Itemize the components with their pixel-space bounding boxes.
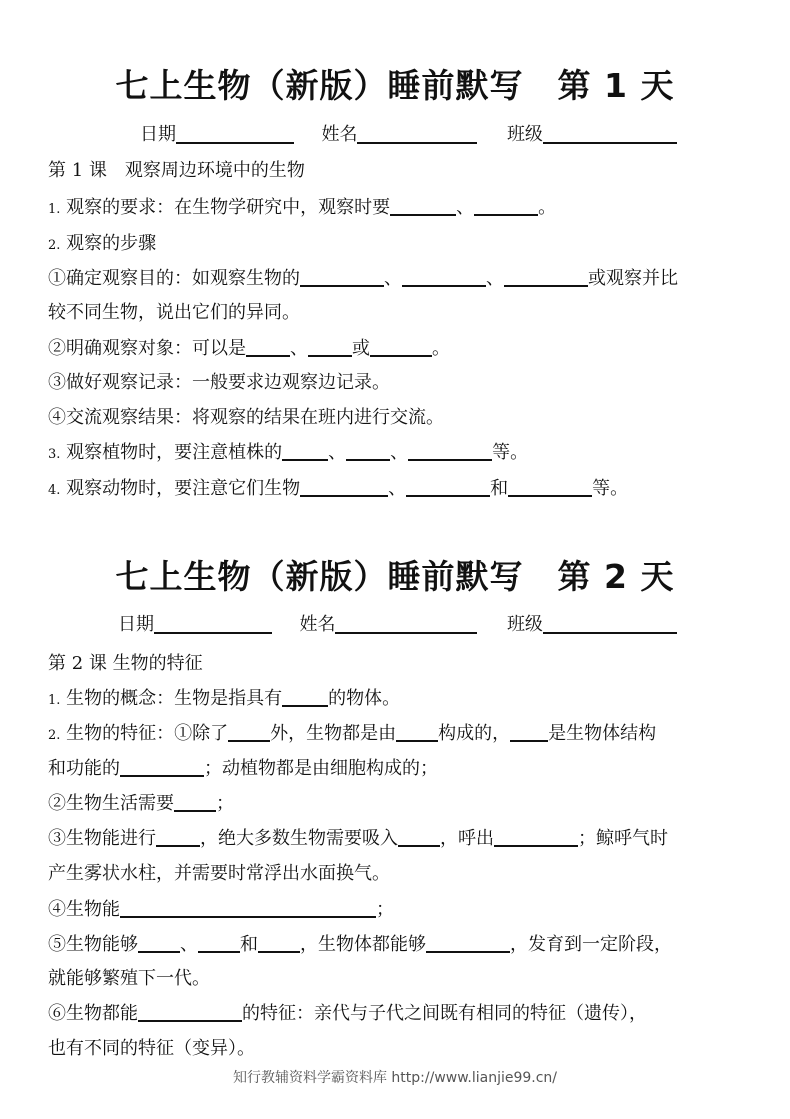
answer-blank[interactable] xyxy=(174,792,216,812)
answer-blank[interactable] xyxy=(396,722,438,742)
day2-title: 七上生物（新版）睡前默写 第 2 天 xyxy=(115,557,675,596)
footer-watermark: 知行教辅资料学霸资料库 http://www.lianjie99.cn/ xyxy=(232,1070,558,1086)
answer-blank[interactable] xyxy=(494,827,578,847)
date-field[interactable] xyxy=(154,612,272,634)
day1-item-1: 1. 观察的要求：在生物学研究中，观察时要 、 。 xyxy=(48,197,557,218)
answer-blank[interactable] xyxy=(510,722,548,742)
day2-lesson-heading: 第 2 课 生物的特征 xyxy=(48,653,203,674)
answer-blank[interactable] xyxy=(300,477,388,497)
answer-blank[interactable] xyxy=(398,827,440,847)
name-field[interactable] xyxy=(335,612,477,634)
date-label: 日期 xyxy=(140,124,176,145)
class-field[interactable] xyxy=(543,612,677,634)
day2-trait-4: ④生物能 ； xyxy=(48,899,394,920)
answer-blank[interactable] xyxy=(408,441,492,461)
answer-blank[interactable] xyxy=(120,898,376,918)
answer-blank[interactable] xyxy=(370,337,432,357)
day1-step-2: ②明确观察对象：可以是 、 或 。 xyxy=(48,338,450,359)
answer-blank[interactable] xyxy=(228,722,270,742)
class-label: 班级 xyxy=(506,124,543,145)
answer-blank[interactable] xyxy=(508,477,592,497)
date-label: 日期 xyxy=(118,614,154,635)
day2-trait-5: ⑤生物能够 、 和 ，生物体都能够 ，发育到一定阶段， xyxy=(48,934,672,955)
answer-blank[interactable] xyxy=(138,933,180,953)
day2-item-1: 1. 生物的概念：生物是指具有 的物体。 xyxy=(48,688,401,709)
day1-step-3: ③做好观察记录：一般要求边观察边记录。 xyxy=(48,372,390,393)
day1-step-1-cont: 较不同生物，说出它们的异同。 xyxy=(48,302,300,323)
day2-trait-2: ②生物生活需要 ； xyxy=(48,793,234,814)
answer-blank[interactable] xyxy=(474,196,538,216)
answer-blank[interactable] xyxy=(300,267,384,287)
answer-blank[interactable] xyxy=(282,441,328,461)
answer-blank[interactable] xyxy=(406,477,490,497)
day1-lesson-heading: 第 1 课 观察周边环境中的生物 xyxy=(48,160,305,181)
day2-trait-6: ⑥生物都能 的特征：亲代与子代之间既有相同的特征（遗传）， xyxy=(48,1003,647,1024)
answer-blank[interactable] xyxy=(282,687,328,707)
answer-blank[interactable] xyxy=(308,337,352,357)
answer-blank[interactable] xyxy=(426,933,510,953)
class-field[interactable] xyxy=(543,122,677,144)
day2-item-2: 2. 生物的特征：①除了 外，生物都是由 构成的， 是生物体结构 xyxy=(48,723,657,744)
day1-meta-row xyxy=(140,120,677,146)
day2-meta-row xyxy=(118,610,677,636)
day2-trait-5-cont: 就能够繁殖下一代。 xyxy=(48,968,210,989)
day1-step-4: ④交流观察结果：将观察的结果在班内进行交流。 xyxy=(48,407,444,428)
answer-blank[interactable] xyxy=(120,757,204,777)
answer-blank[interactable] xyxy=(504,267,588,287)
answer-blank[interactable] xyxy=(246,337,290,357)
day1-item-4: 4. 观察动物时，要注意它们生物 、 和 等。 xyxy=(48,478,629,499)
date-field[interactable] xyxy=(176,122,294,144)
name-field[interactable] xyxy=(357,122,477,144)
day2-trait-6-cont: 也有不同的特征（变异）。 xyxy=(48,1038,255,1059)
day1-title: 七上生物（新版）睡前默写 第 1 天 xyxy=(115,66,675,105)
day2-trait-3-cont: 产生雾状水柱，并需要时常浮出水面换气。 xyxy=(48,863,390,884)
answer-blank[interactable] xyxy=(402,267,486,287)
answer-blank[interactable] xyxy=(138,1002,242,1022)
day1-item-2: 2. 观察的步骤 xyxy=(48,233,157,254)
name-label: 姓名 xyxy=(299,614,336,635)
day1-step-1: ①确定观察目的：如观察生物的 、 、 或观察并比 xyxy=(48,268,678,289)
answer-blank[interactable] xyxy=(258,933,300,953)
class-label: 班级 xyxy=(506,614,543,635)
answer-blank[interactable] xyxy=(198,933,240,953)
answer-blank[interactable] xyxy=(346,441,390,461)
day2-trait-3: ③生物能进行 ，绝大多数生物需要吸入 ，呼出 ；鲸呼气时 xyxy=(48,828,668,849)
day1-item-3: 3. 观察植物时，要注意植株的 、 、 等。 xyxy=(48,442,529,463)
day2-item-2-cont: 和功能的 ；动植物都是由细胞构成的； xyxy=(48,758,438,779)
answer-blank[interactable] xyxy=(156,827,200,847)
name-label: 姓名 xyxy=(321,124,358,145)
answer-blank[interactable] xyxy=(390,196,456,216)
